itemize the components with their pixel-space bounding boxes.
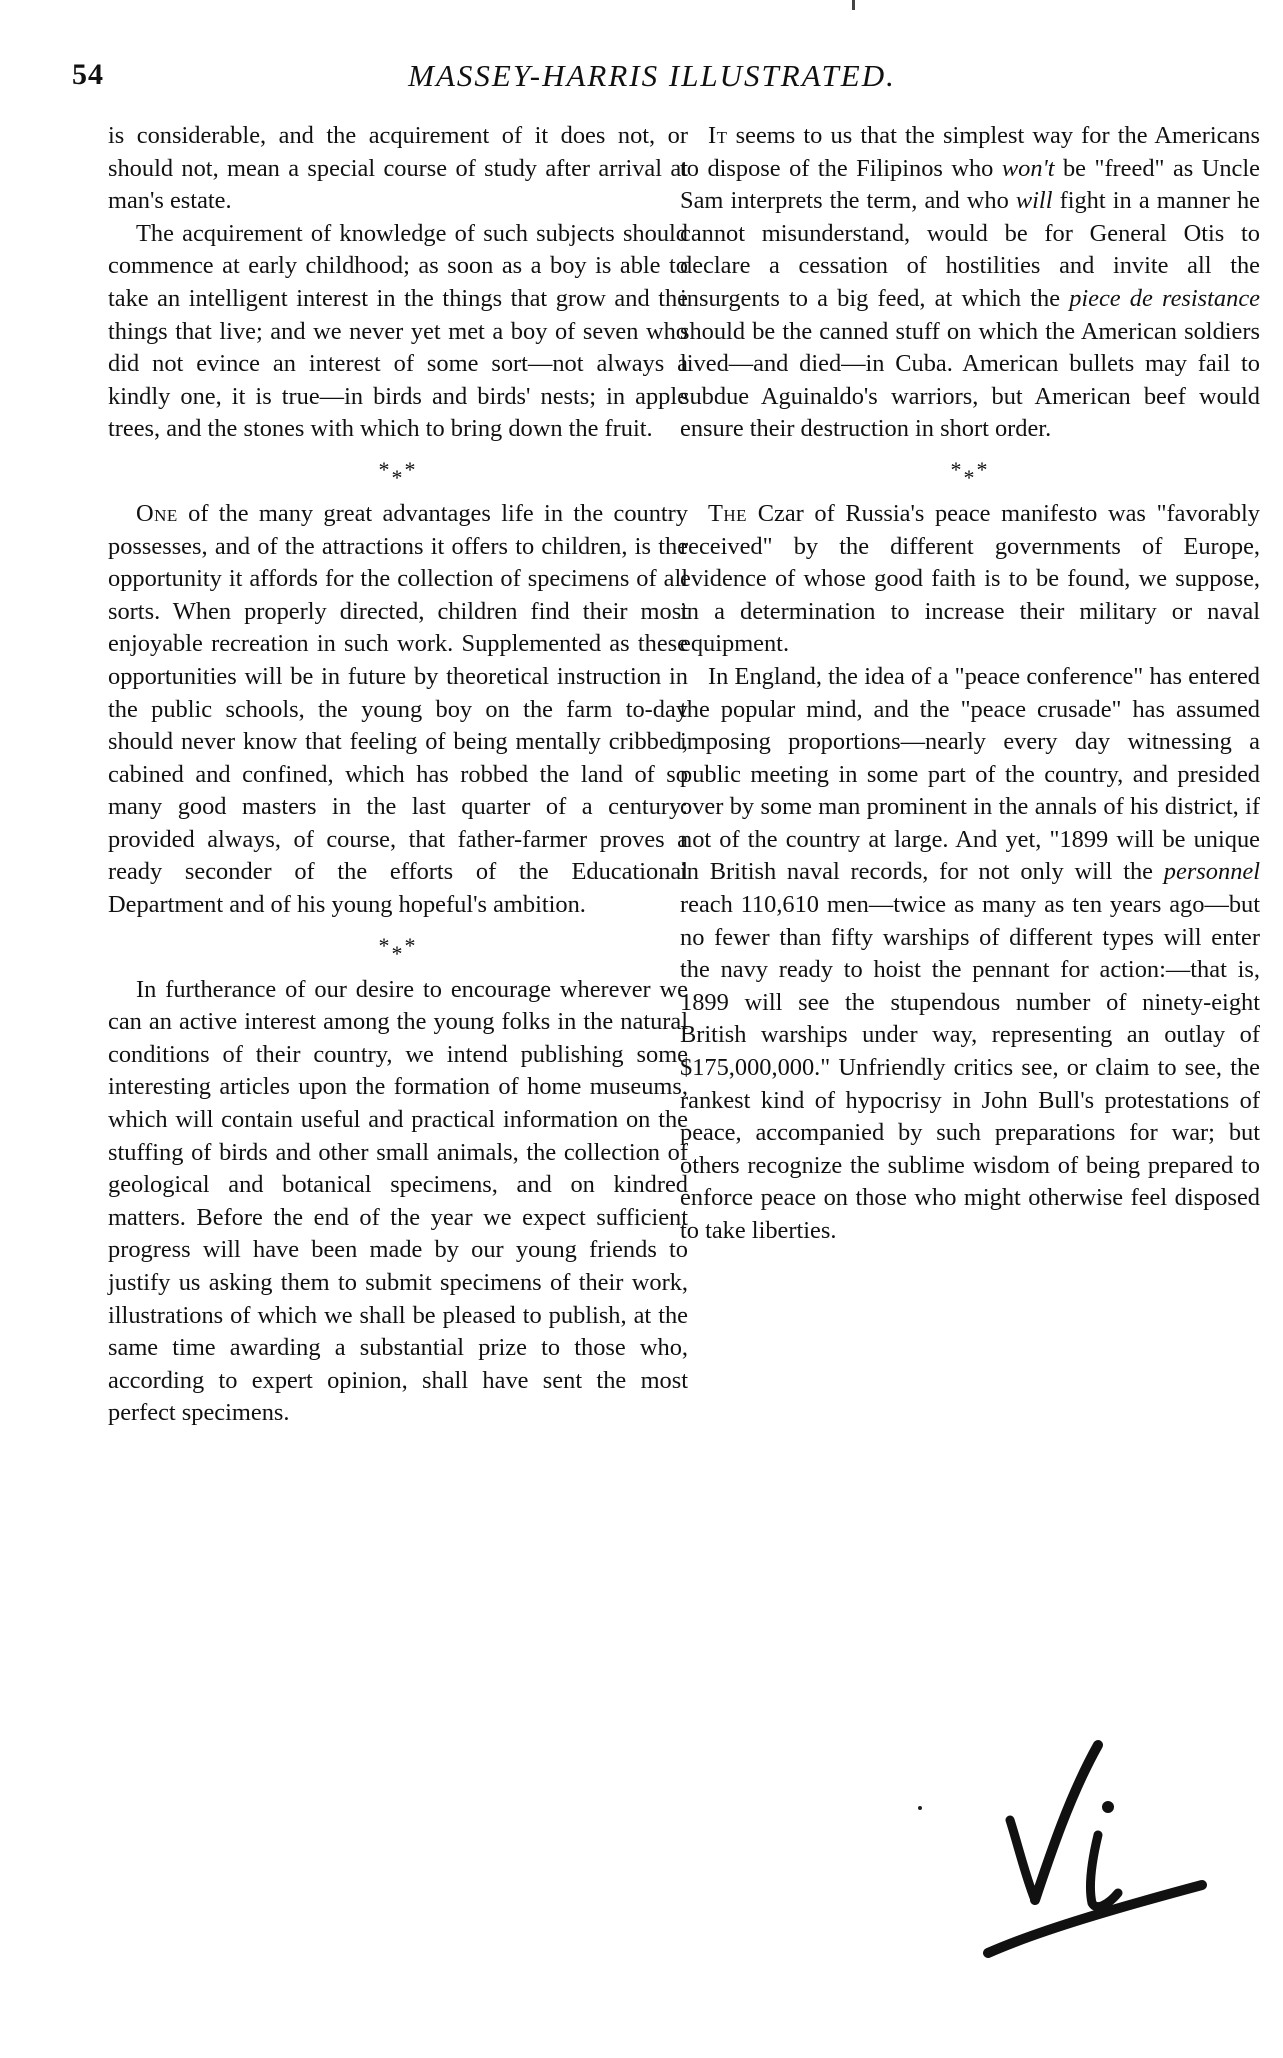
left-column bbox=[108, 120, 688, 1430]
paragraph-text: should be the canned stuff on which the American soldiers lived—and died—in Cuba. American bullets may fail to subdue Aguinaldo's warriors, but American beef would ensure their destruction in short order. bbox=[680, 317, 1260, 443]
separator-star: * bbox=[404, 932, 418, 958]
paragraph-text: Czar of Russia's peace manifesto was "favorably received" by the different governments of Europe, evidence of whose good faith is to be found, we suppose, in a determination to increase their military or naval equipment. bbox=[680, 499, 1260, 658]
emphasis: piece de resistance bbox=[1069, 284, 1260, 312]
lead-word: The bbox=[708, 499, 748, 527]
paragraph: is considerable, and the acquirement of it does not, or should not, mean a special course of study after arrival at man's estate. bbox=[108, 122, 688, 215]
paragraph-text: seems to us that the simplest way for the Americans to dispose of the Filipinos who bbox=[680, 122, 1260, 182]
separator-star: * bbox=[391, 940, 405, 966]
page-header bbox=[72, 58, 1232, 98]
paragraph-text: be "freed" as Uncle Sam interprets the term, and who bbox=[680, 154, 1260, 215]
emphasis: personnel bbox=[1163, 858, 1260, 886]
paragraph-text: of the many great advantages life in the country possesses, and of the attractions it offers to children, is the opportunity it affords for the collection of specimens of all sorts. When properly directed, children find their most enjoyable recreation in such work. Supplemented as these opportunities will be in future by theoretical instruction in the public schools, the young boy on the farm to-day should never know that feeling of being mentally cribbed, cabined and confined, which has robbed the land of so many good masters in the last quarter of a century: provided always, of course, that father-farmer proves a ready seconder of the efforts of the Educational Department and of his young hopeful's ambition. bbox=[108, 499, 688, 919]
separator-star: * bbox=[378, 456, 392, 482]
separator-star: * bbox=[404, 456, 418, 482]
paragraph bbox=[108, 498, 688, 922]
paragraph: In furtherance of our desire to encourage wherever we can an active interest among the young folks in the natural conditions of their country, we intend publishing some interesting articles upon the formation of home museums, which will contain useful and practical information on the stuffing of birds and other small animals, the collection of geological and botanical specimens, and on kindred matters. Before the end of the year we expect sufficient progress will have been made by our young friends to justify us asking them to submit specimens of their work, illustrations of which we shall be pleased to publish, at the same time awarding a substantial prize to those who, according to expert opinion, shall have sent the most perfect specimens. bbox=[108, 975, 688, 1427]
paragraph bbox=[680, 498, 1260, 661]
asterism-separator bbox=[108, 456, 688, 490]
ink-speck bbox=[918, 1806, 922, 1810]
right-column bbox=[680, 120, 1260, 1248]
paragraph bbox=[680, 661, 1260, 1248]
emphasis: will bbox=[1015, 187, 1053, 215]
separator-star: * bbox=[963, 464, 977, 490]
paragraph: The acquirement of knowledge of such subjects should commence at early childhood; as soon as a boy is able to take an intelligent interest in the things that grow and the things that live; and we never yet met a boy of seven who did not evince an interest of some sort—not always a kindly one, it is true—in birds and birds' nests; in apple trees, and the stones with which to bring down the fruit. bbox=[108, 219, 688, 443]
lead-word: It bbox=[708, 122, 728, 149]
running-title: MASSEY-HARRIS ILLUSTRATED. bbox=[408, 58, 896, 93]
paragraph-text: reach 110,610 men—twice as many as ten years ago—but no fewer than fifty warships of different types will enter the navy ready to hoist the pennant for action:—that is, 1899 will see the stupendous number of ninety-eight British warships under way, representing an outlay of $175,000,000." Unfriendly critics see, or claim to see, the rankest kind of hypocrisy in John Bull's protestations of peace, accompanied by such preparations for war; but others recognize the sublime wisdom of being prepared to enforce peace on those who might otherwise feel disposed to take liberties. bbox=[680, 891, 1260, 1244]
asterism-separator bbox=[680, 456, 1260, 490]
paragraph-text: fight in a manner he cannot misunderstand, would be for General Otis to declare a cessation of hostilities and invite all the insurgents to a big feed, at which the bbox=[680, 187, 1260, 312]
lead-word: One bbox=[136, 499, 178, 527]
top-print-mark bbox=[852, 0, 855, 10]
separator-star: * bbox=[391, 464, 405, 490]
emphasis: won't bbox=[1001, 154, 1055, 182]
paragraph bbox=[680, 120, 1260, 446]
asterism-separator bbox=[108, 932, 688, 966]
separator-star: * bbox=[976, 456, 990, 482]
page-number: 54 bbox=[72, 58, 104, 91]
separator-star: * bbox=[378, 932, 392, 958]
paragraph-text: In England, the idea of a "peace conference" has entered the popular mind, and the "peace crusade" has assumed imposing proportions—nearly every day witnessing a public meeting in some part of the country, and presided over by some man prominent in the annals of his district, if not of the country at large. And yet, "1899 will be unique in British naval records, for not only will the bbox=[680, 662, 1260, 886]
separator-star: * bbox=[950, 456, 964, 482]
handwritten-signature-mark bbox=[980, 1725, 1210, 1965]
